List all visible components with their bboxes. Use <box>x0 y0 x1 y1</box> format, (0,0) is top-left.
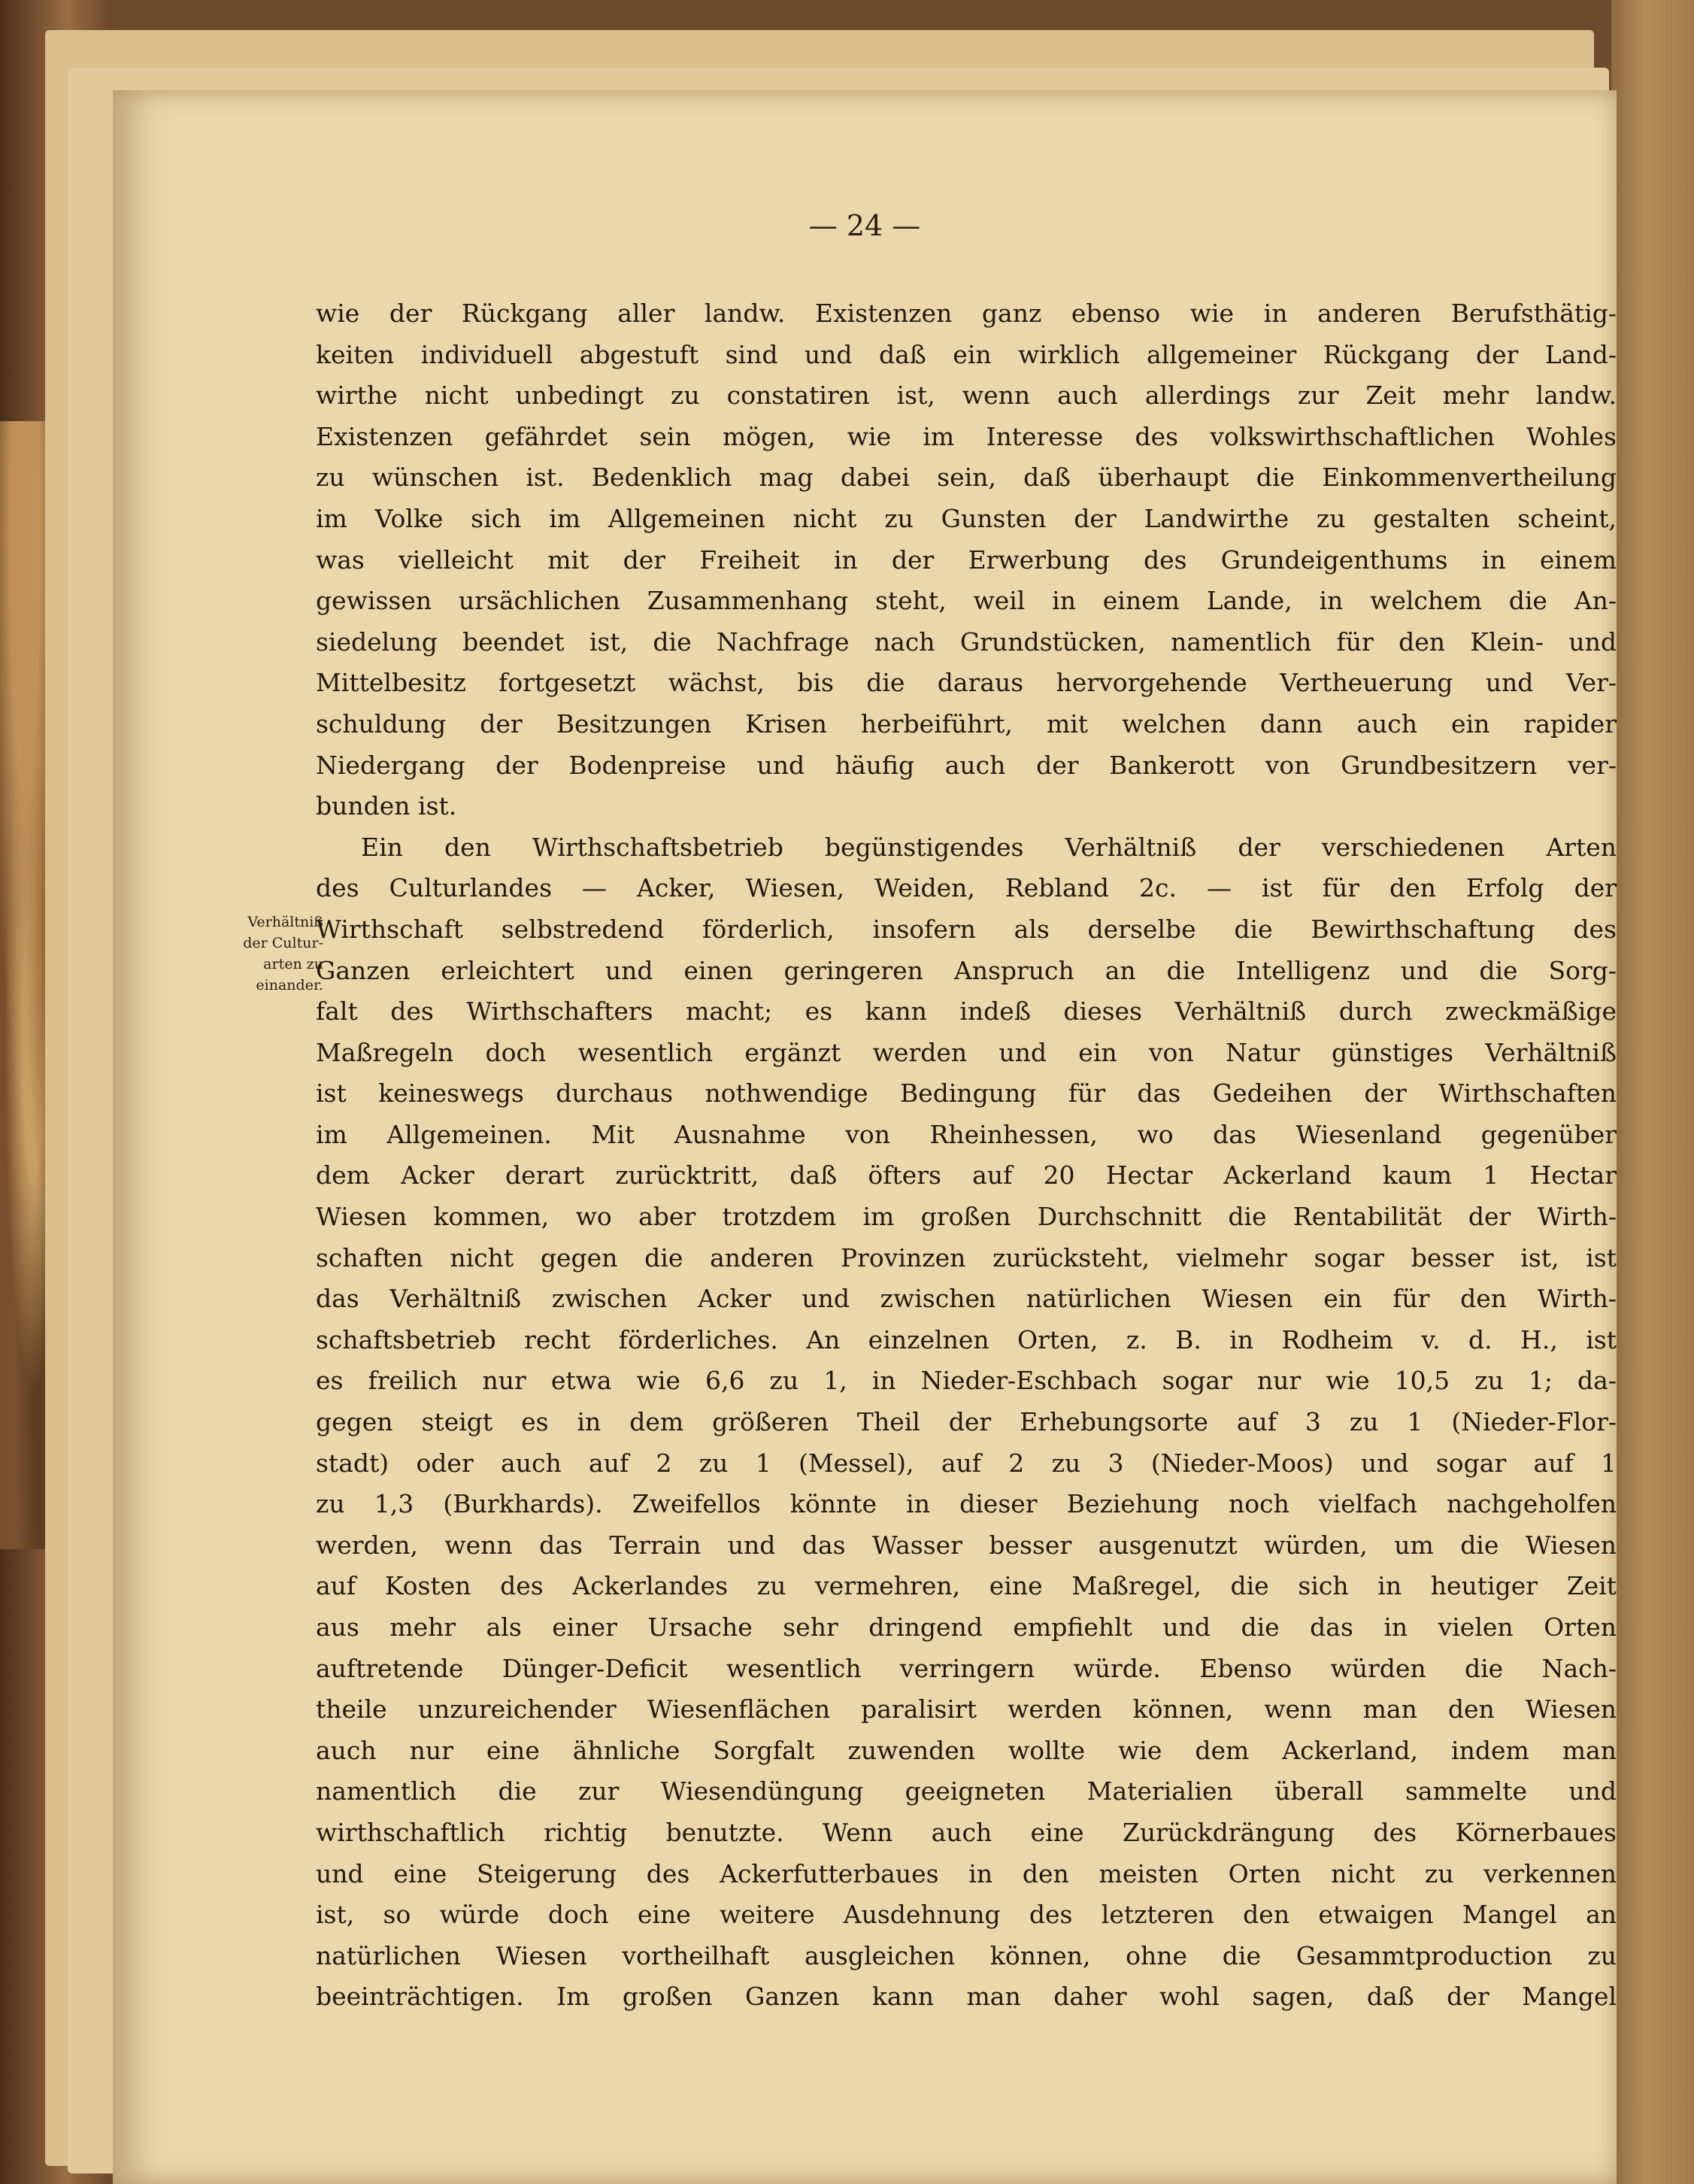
text-line: schuldung der Besitzungen Krisen herbeiführt, mit welchen dann auch ein rapider <box>316 708 1617 739</box>
text-line: falt des Wirthschafters macht; es kann indeß dieses Verhältniß durch zweckmäßige <box>316 996 1617 1027</box>
text-line: wirthe nicht unbedingt zu constatiren ist, wenn auch allerdings zur Zeit mehr landw. <box>316 381 1617 411</box>
text-line: Niedergang der Bodenpreise und häufig auch der Bankerott von Grundbesitzern ver- <box>316 750 1617 780</box>
text-line: gegen steigt es in dem größeren Theil der Erhebungsorte auf 3 zu 1 (Nieder-Flor- <box>316 1407 1617 1437</box>
margin-note <box>226 912 323 996</box>
body-text <box>316 293 1617 2059</box>
text-line: schaften nicht gegen die anderen Provinzen zurücksteht, vielmehr sogar besser ist, ist <box>316 1242 1617 1272</box>
book-edge-right <box>1611 0 1694 2184</box>
text-line: keiten individuell abgestuft sind und daß ein wirklich allgemeiner Rückgang der Land- <box>316 339 1617 369</box>
text-line: Maßregeln doch wesentlich ergänzt werden und ein von Natur günstiges Verhältniß <box>316 1037 1617 1067</box>
text-line: ist keineswegs durchaus nothwendige Bedingung für das Gedeihen der Wirthschaften <box>316 1078 1617 1109</box>
book-page <box>113 90 1617 2184</box>
margin-note-line: arten zu <box>263 956 323 972</box>
text-line: Ganzen erleichtert und einen geringeren Anspruch an die Intelligenz und die Sorg- <box>316 955 1617 985</box>
text-line: namentlich die zur Wiesendüngung geeigneten Materialien überall sammelte und <box>316 1776 1617 1806</box>
text-line: das Verhältniß zwischen Acker und zwischen natürlichen Wiesen ein für den Wirth- <box>316 1284 1617 1314</box>
text-line: schaftsbetrieb recht förderliches. An einzelnen Orten, z. B. in Rodheim v. d. H., ist <box>316 1324 1617 1354</box>
margin-note-line: Verhältniß <box>247 914 323 930</box>
text-line: was vielleicht mit der Freiheit in der Erwerbung des Grundeigenthums in einem <box>316 544 1617 575</box>
text-line: Wiesen kommen, wo aber trotzdem im großen Durchschnitt die Rentabilität der Wirth- <box>316 1202 1617 1232</box>
text-line: stadt) oder auch auf 2 zu 1 (Messel), auf 2 zu 3 (Nieder-Moos) und sogar auf 1 <box>316 1448 1617 1478</box>
text-line: gewissen ursächlichen Zusammenhang steht, weil in einem Lande, in welchem die An- <box>316 586 1617 616</box>
text-line: zu wünschen ist. Bedenklich mag dabei sein, daß überhaupt die Einkommenvertheilung <box>316 463 1617 493</box>
text-line: ist, so würde doch eine weitere Ausdehnung des letzteren den etwaigen Mangel an <box>316 1900 1617 1930</box>
text-line: Wirthschaft selbstredend förderlich, insofern als derselbe die Bewirthschaftung des <box>316 914 1617 944</box>
margin-note-line: einander. <box>256 977 323 993</box>
text-line: wirthschaftlich richtig benutzte. Wenn auch eine Zurückdrängung des Körnerbaues <box>316 1817 1617 1847</box>
text-line: es freilich nur etwa wie 6,6 zu 1, in Nieder-Eschbach sogar nur wie 10,5 zu 1; da- <box>316 1366 1617 1396</box>
text-line: bunden ist. <box>316 791 457 821</box>
text-line: Existenzen gefährdet sein mögen, wie im Interesse des volkswirthschaftlichen Wohles <box>316 421 1617 451</box>
text-line: natürlichen Wiesen vortheilhaft ausgleichen können, ohne die Gesammtproduction zu <box>316 1940 1617 1970</box>
text-line: des Culturlandes — Acker, Wiesen, Weiden, Rebland 2c. — ist für den Erfolg der <box>316 873 1617 903</box>
text-line: und eine Steigerung des Ackerfutterbaues in den meisten Orten nicht zu verkennen <box>316 1858 1617 1888</box>
text-line: theile unzureichender Wiesenflächen paralisirt werden können, wenn man den Wiesen <box>316 1694 1617 1724</box>
text-line: im Allgemeinen. Mit Ausnahme von Rheinhessen, wo das Wiesenland gegenüber <box>316 1119 1617 1149</box>
text-line <box>316 2018 1617 2059</box>
text-line: aus mehr als einer Ursache sehr dringend empfiehlt und die das in vielen Orten <box>316 1612 1617 1642</box>
text-line: auftretende Dünger-Deficit wesentlich verringern würde. Ebenso würden die Nach- <box>316 1653 1617 1683</box>
margin-note-line: der Cultur- <box>243 935 323 951</box>
text-line: auch nur eine ähnliche Sorgfalt zuwenden wollte wie dem Ackerland, indem man <box>316 1735 1617 1765</box>
text-line: Mittelbesitz fortgesetzt wächst, bis die daraus hervorgehende Vertheuerung und Ver- <box>316 668 1617 698</box>
text-line: im Volke sich im Allgemeinen nicht zu Gunsten der Landwirthe zu gestalten scheint, <box>316 503 1617 533</box>
text-line: beeinträchtigen. Im großen Ganzen kann man daher wohl sagen, daß der Mangel <box>316 1982 1617 2012</box>
text-line: wie der Rückgang aller landw. Existenzen ganz ebenso wie in anderen Berufsthätig- <box>316 299 1617 328</box>
text-line: auf Kosten des Ackerlandes zu vermehren, eine Maßregel, die sich in heutiger Zeit <box>316 1571 1617 1601</box>
text-line: dem Acker derart zurücktritt, daß öfters auf 20 Hectar Ackerland kaum 1 Hectar <box>316 1160 1617 1191</box>
text-line: werden, wenn das Terrain und das Wasser besser ausgenutzt würden, um die Wiesen <box>316 1530 1617 1560</box>
text-line: zu 1,3 (Burkhards). Zweifellos könnte in dieser Beziehung noch vielfach nachgeholfen <box>316 1489 1617 1519</box>
text-line: Ein den Wirthschaftsbetrieb begünstigendes Verhältniß der verschiedenen Arten <box>361 832 1617 862</box>
text-line: siedelung beendet ist, die Nachfrage nach Grundstücken, namentlich für den Klein- und <box>316 626 1617 657</box>
page-number: — 24 — <box>808 209 921 242</box>
